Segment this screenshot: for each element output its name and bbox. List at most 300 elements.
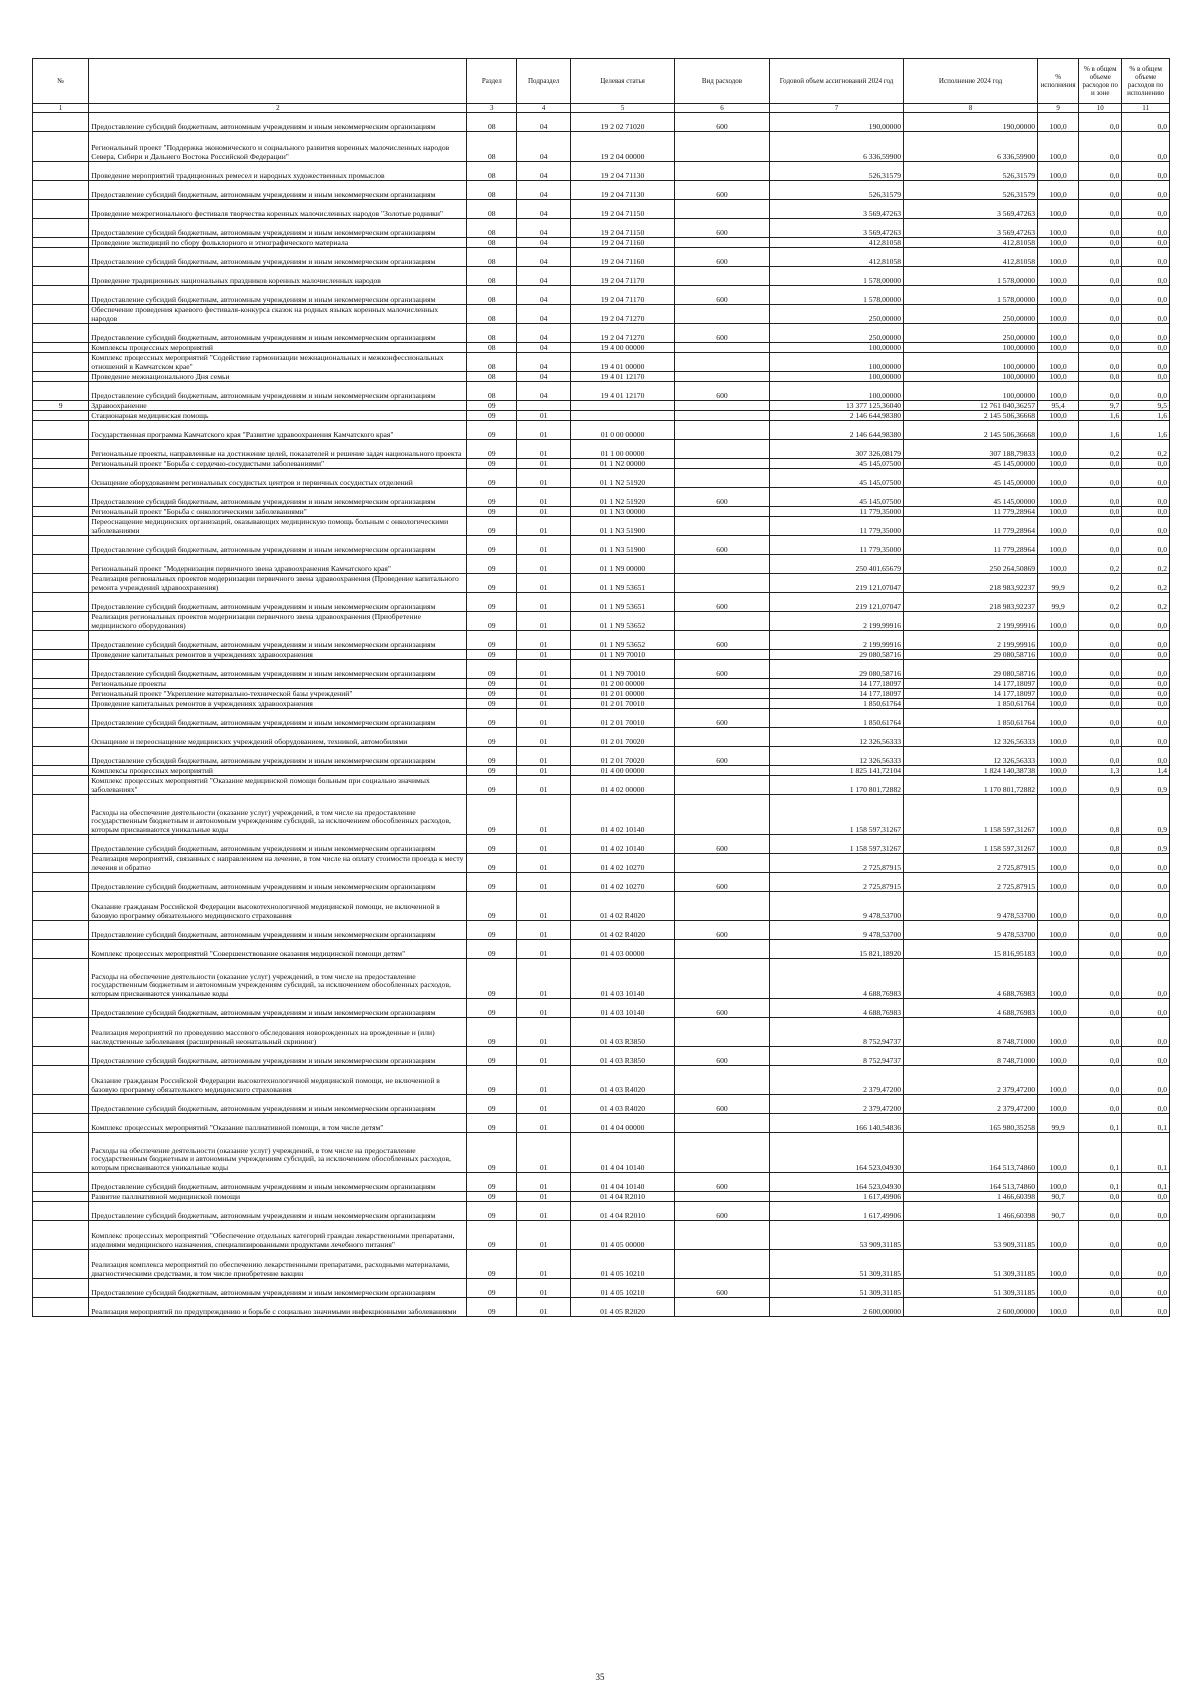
annual-volume: 2 725,87915 [770,854,904,873]
expense-type-code [674,728,769,747]
execution-amount: 1 170 801,72882 [904,776,1038,795]
section-code: 08 [467,238,517,248]
subsection-code: 01 [517,709,571,728]
section-code: 09 [467,1173,517,1192]
table-row [33,593,1170,612]
col-header-share-plan: % в общем объеме расходов по и зоне [1079,59,1122,104]
target-item-code: 01 4 03 R3850 [571,1018,675,1047]
target-item-code: 01 4 05 10210 [571,1279,675,1298]
execution-percent: 100,0 [1038,517,1079,536]
row-number [33,219,89,238]
execution-amount: 164 513,74860 [904,1173,1038,1192]
row-number [33,248,89,267]
expense-name: Реализация комплекса мероприятий по обеспечению лекарственными препаратами, расходными материалами, диагностическими средствами, в том числе приобретение вакцин [89,1250,467,1279]
expense-name: Предоставление субсидий бюджетным, автономным учреждениям и иным некоммерческим организациям [89,181,467,200]
subsection-code: 01 [517,555,571,574]
annual-volume: 1 158 597,31267 [770,835,904,854]
execution-amount: 164 513,74860 [904,1133,1038,1173]
share-fact: 0,0 [1122,650,1170,660]
expense-type-code [674,766,769,776]
share-fact: 0,0 [1122,238,1170,248]
share-plan: 9,7 [1079,401,1122,411]
target-item-code: 01 1 00 00000 [571,440,675,459]
table-row [33,660,1170,679]
execution-amount: 3 569,47263 [904,200,1038,219]
row-number [33,747,89,766]
col-header-target-item: Целевая статья [571,59,675,104]
share-plan: 0,0 [1079,267,1122,286]
annual-volume: 13 377 125,36040 [770,401,904,411]
section-code: 09 [467,873,517,892]
execution-percent: 100,0 [1038,1173,1079,1192]
expense-name: Оснащение оборудованием региональных сосудистых центров и первичных сосудистых отделений [89,469,467,488]
target-item-code: 19 4 00 00000 [571,343,675,353]
expense-name: Комплекс процессных мероприятий "Обеспечение отдельных категорий граждан лекарственными препаратами, изделиями медицинского назначения, специализированными продуктами лечебного питания" [89,1221,467,1250]
expense-name: Предоставление субсидий бюджетным, автономным учреждениям и иным некоммерческим организациям [89,248,467,267]
execution-amount: 15 816,95183 [904,940,1038,959]
subsection-code: 01 [517,921,571,940]
share-fact: 0,0 [1122,660,1170,679]
expense-name: Региональный проект "Борьба с сердечно-сосудистыми заболеваниями" [89,459,467,469]
row-number [33,1192,89,1202]
row-number [33,689,89,699]
row-number [33,132,89,162]
expense-type-code [674,469,769,488]
target-item-code: 19 2 04 00000 [571,132,675,162]
share-plan: 0,0 [1079,382,1122,401]
subsection-code: 01 [517,631,571,650]
target-item-code: 19 2 04 71160 [571,248,675,267]
table-row [33,200,1170,219]
share-plan: 0,2 [1079,555,1122,574]
expense-name: Стационарная медицинская помощь [89,411,467,421]
subsection-code: 01 [517,411,571,421]
expense-name: Реализация мероприятий по проведению массового обследования новорожденных на врожденные и (или) наследственные заболевания (расширенный неонатальный скрининг) [89,1018,467,1047]
subsection-code: 01 [517,795,571,835]
execution-percent: 100,0 [1038,747,1079,766]
share-plan: 0,0 [1079,1250,1122,1279]
section-code: 09 [467,459,517,469]
col-header-annual-volume: Годовой объем ассигнований 2024 год [770,59,904,104]
row-number [33,1221,89,1250]
col-number: 9 [1038,104,1079,113]
share-fact: 0,0 [1122,536,1170,555]
expense-type-code [674,421,769,440]
section-code: 09 [467,795,517,835]
target-item-code: 01 1 N9 53652 [571,612,675,631]
col-number: 6 [674,104,769,113]
row-number [33,728,89,747]
section-code: 09 [467,488,517,507]
execution-amount: 2 379,47200 [904,1066,1038,1095]
row-number [33,766,89,776]
table-row [33,1192,1170,1202]
target-item-code: 01 1 N9 70010 [571,650,675,660]
expense-type-code [674,1066,769,1095]
section-code: 09 [467,921,517,940]
annual-volume: 45 145,07500 [770,459,904,469]
table-row [33,766,1170,776]
share-fact: 0,0 [1122,1202,1170,1221]
expense-name: Предоставление субсидий бюджетным, автономным учреждениям и иным некоммерческим организациям [89,593,467,612]
table-row [33,873,1170,892]
table-row [33,353,1170,372]
execution-amount: 1 158 597,31267 [904,795,1038,835]
expense-type-code [674,689,769,699]
execution-percent: 100,0 [1038,660,1079,679]
target-item-code: 19 4 01 00000 [571,353,675,372]
share-fact: 0,0 [1122,1047,1170,1066]
share-fact: 0,0 [1122,873,1170,892]
table-row [33,248,1170,267]
expense-name: Проведение экспедиций по сбору фольклорного и этнографического материала [89,238,467,248]
annual-volume: 1 578,00000 [770,267,904,286]
subsection-code: 01 [517,1095,571,1114]
share-fact: 0,2 [1122,593,1170,612]
share-fact: 0,0 [1122,747,1170,766]
table-row [33,679,1170,689]
annual-volume: 250,00000 [770,305,904,324]
subsection-code [517,401,571,411]
execution-percent: 100,0 [1038,854,1079,873]
table-row [33,305,1170,324]
header-row [33,59,1170,104]
execution-percent: 100,0 [1038,999,1079,1018]
subsection-code: 01 [517,421,571,440]
target-item-code: 01 2 01 00000 [571,689,675,699]
share-plan: 0,0 [1079,1018,1122,1047]
annual-volume: 2 725,87915 [770,873,904,892]
execution-amount: 250,00000 [904,305,1038,324]
share-plan: 0,0 [1079,305,1122,324]
expense-name: Предоставление субсидий бюджетным, автономным учреждениям и иным некоммерческим организациям [89,835,467,854]
section-code: 09 [467,1047,517,1066]
target-item-code: 19 4 01 12170 [571,382,675,401]
execution-percent: 100,0 [1038,181,1079,200]
target-item-code: 01 2 01 70020 [571,728,675,747]
table-row [33,132,1170,162]
expense-type-code [674,267,769,286]
share-fact: 0,0 [1122,728,1170,747]
target-item-code: 01 2 01 70020 [571,747,675,766]
execution-amount: 412,81058 [904,248,1038,267]
section-code: 09 [467,1279,517,1298]
subsection-code: 01 [517,1221,571,1250]
section-code: 09 [467,574,517,593]
share-plan: 0,0 [1079,343,1122,353]
subsection-code: 04 [517,238,571,248]
section-code: 09 [467,1250,517,1279]
table-row [33,1095,1170,1114]
share-plan: 0,1 [1079,1133,1122,1173]
annual-volume: 14 177,18097 [770,679,904,689]
col-header-subsection: Подраздел [517,59,571,104]
execution-amount: 1 578,00000 [904,267,1038,286]
execution-amount: 2 379,47200 [904,1095,1038,1114]
expense-type-code [674,1250,769,1279]
execution-percent: 100,0 [1038,113,1079,132]
share-plan: 0,0 [1079,324,1122,343]
expense-type-code [674,353,769,372]
execution-percent: 100,0 [1038,892,1079,921]
share-plan: 0,0 [1079,132,1122,162]
table-row [33,631,1170,650]
table-row [33,469,1170,488]
share-plan: 0,0 [1079,612,1122,631]
target-item-code: 01 4 00 00000 [571,766,675,776]
section-code: 09 [467,469,517,488]
table-row [33,709,1170,728]
execution-percent: 100,0 [1038,873,1079,892]
expense-name: Предоставление субсидий бюджетным, автономным учреждениям и иным некоммерческим организациям [89,747,467,766]
row-number [33,873,89,892]
table-row [33,699,1170,709]
expense-name: Предоставление субсидий бюджетным, автономным учреждениям и иным некоммерческим организациям [89,921,467,940]
col-header-number: № [33,59,89,104]
share-plan: 0,0 [1079,699,1122,709]
share-fact: 0,0 [1122,132,1170,162]
execution-amount: 307 188,79833 [904,440,1038,459]
annual-volume: 8 752,94737 [770,1047,904,1066]
subsection-code: 04 [517,286,571,305]
share-fact: 0,2 [1122,555,1170,574]
table-row [33,1173,1170,1192]
subsection-code: 01 [517,959,571,999]
expense-type-code: 600 [674,1202,769,1221]
execution-amount: 100,00000 [904,382,1038,401]
share-fact: 0,0 [1122,959,1170,999]
share-fact: 0,0 [1122,679,1170,689]
share-plan: 0,0 [1079,238,1122,248]
execution-amount: 100,00000 [904,343,1038,353]
target-item-code: 19 2 04 71170 [571,267,675,286]
execution-percent: 100,0 [1038,689,1079,699]
execution-amount: 51 309,31185 [904,1250,1038,1279]
expense-name: Развитие паллиативной медицинской помощи [89,1192,467,1202]
share-plan: 0,0 [1079,372,1122,382]
execution-amount: 12 326,56333 [904,747,1038,766]
subsection-code: 04 [517,382,571,401]
annual-volume: 307 326,08179 [770,440,904,459]
section-code: 09 [467,999,517,1018]
row-number [33,699,89,709]
section-code: 08 [467,219,517,238]
table-row [33,689,1170,699]
table-row [33,267,1170,286]
target-item-code: 01 4 03 00000 [571,940,675,959]
execution-percent: 100,0 [1038,776,1079,795]
execution-amount: 4 688,76983 [904,999,1038,1018]
col-number: 2 [89,104,467,113]
subsection-code: 04 [517,132,571,162]
expense-type-code [674,679,769,689]
execution-amount: 53 909,31185 [904,1221,1038,1250]
col-header-execution: Исполнение 2024 год [904,59,1038,104]
table-row [33,372,1170,382]
execution-percent: 90,7 [1038,1192,1079,1202]
subsection-code: 01 [517,679,571,689]
expense-type-code [674,892,769,921]
execution-amount: 1 158 597,31267 [904,835,1038,854]
target-item-code: 01 4 02 10140 [571,835,675,854]
execution-amount: 190,00000 [904,113,1038,132]
section-code: 09 [467,536,517,555]
share-plan: 0,0 [1079,631,1122,650]
row-number [33,612,89,631]
expense-type-code: 600 [674,873,769,892]
target-item-code: 01 4 05 10210 [571,1250,675,1279]
annual-volume: 11 779,35000 [770,536,904,555]
execution-amount: 218 983,92237 [904,574,1038,593]
row-number [33,940,89,959]
table-row [33,650,1170,660]
expense-type-code: 600 [674,286,769,305]
share-fact: 0,0 [1122,699,1170,709]
expense-name: Региональный проект "Укрепление материально-технической базы учреждений" [89,689,467,699]
share-fact: 0,0 [1122,219,1170,238]
execution-amount: 2 145 506,36668 [904,421,1038,440]
expense-type-code [674,854,769,873]
execution-amount: 8 748,71000 [904,1018,1038,1047]
annual-volume: 100,00000 [770,382,904,401]
expense-name: Региональный проект "Поддержка экономического и социального развития коренных малочисленных народов Севера, Сибири и Дальнего Востока Российской Федерации" [89,132,467,162]
expense-type-code: 600 [674,181,769,200]
row-number [33,631,89,650]
annual-volume: 1 825 141,72104 [770,766,904,776]
share-plan: 0,0 [1079,1279,1122,1298]
expense-name: Региональные проекты [89,679,467,689]
table-row [33,795,1170,835]
share-plan: 0,0 [1079,162,1122,181]
share-plan: 0,0 [1079,248,1122,267]
target-item-code: 01 4 04 R2010 [571,1192,675,1202]
section-code: 08 [467,248,517,267]
col-number: 1 [33,104,89,113]
expense-name: Комплекс процессных мероприятий "Совершенствование оказания медицинской помощи детям" [89,940,467,959]
col-number: 8 [904,104,1038,113]
subsection-code: 04 [517,162,571,181]
table-row [33,162,1170,181]
expense-name: Реализация региональных проектов модернизации первичного звена здравоохранения (Проведение капитального ремонта учреждений здравоохранения) [89,574,467,593]
execution-percent: 100,0 [1038,324,1079,343]
expense-type-code [674,411,769,421]
annual-volume: 11 779,35000 [770,517,904,536]
execution-percent: 100,0 [1038,699,1079,709]
expense-name: Реализация мероприятий, связанных с направлением на лечение, в том числе на оплату стоимости проезда к месту лечения и обратно [89,854,467,873]
execution-amount: 29 080,58716 [904,650,1038,660]
execution-amount: 12 326,56333 [904,728,1038,747]
annual-volume: 250,00000 [770,324,904,343]
execution-percent: 100,0 [1038,353,1079,372]
annual-volume: 29 080,58716 [770,650,904,660]
subsection-code: 01 [517,766,571,776]
execution-percent: 100,0 [1038,132,1079,162]
section-code: 08 [467,132,517,162]
share-plan: 0,0 [1079,459,1122,469]
execution-amount: 250,00000 [904,324,1038,343]
section-code: 09 [467,421,517,440]
target-item-code: 01 1 N9 53651 [571,593,675,612]
share-fact: 0,0 [1122,507,1170,517]
execution-percent: 100,0 [1038,728,1079,747]
table-row [33,421,1170,440]
subsection-code: 01 [517,517,571,536]
target-item-code: 19 2 04 71270 [571,324,675,343]
table-row [33,507,1170,517]
row-number [33,488,89,507]
table-row [33,343,1170,353]
expense-name: Предоставление субсидий бюджетным, автономным учреждениям и иным некоммерческим организациям [89,382,467,401]
execution-amount: 14 177,18097 [904,689,1038,699]
table-row [33,835,1170,854]
target-item-code: 01 1 N3 51900 [571,536,675,555]
expense-type-code: 600 [674,324,769,343]
execution-percent: 100,0 [1038,1250,1079,1279]
row-number [33,679,89,689]
row-number [33,1047,89,1066]
expense-name: Предоставление субсидий бюджетным, автономным учреждениям и иным некоммерческим организациям [89,631,467,650]
table-row [33,1202,1170,1221]
annual-volume: 412,81058 [770,238,904,248]
table-row [33,892,1170,921]
section-code: 09 [467,411,517,421]
execution-percent: 99,9 [1038,1114,1079,1133]
expense-name: Предоставление субсидий бюджетным, автономным учреждениям и иным некоммерческим организациям [89,1047,467,1066]
annual-volume: 4 688,76983 [770,999,904,1018]
execution-amount: 1 824 140,38738 [904,766,1038,776]
target-item-code: 01 4 04 R2010 [571,1202,675,1221]
share-plan: 0,0 [1079,200,1122,219]
share-plan: 0,2 [1079,440,1122,459]
expense-name: Предоставление субсидий бюджетным, автономным учреждениям и иным некоммерческим организациям [89,536,467,555]
execution-percent: 100,0 [1038,709,1079,728]
execution-percent: 100,0 [1038,200,1079,219]
execution-percent: 95,4 [1038,401,1079,411]
share-fact: 0,0 [1122,200,1170,219]
execution-percent: 100,0 [1038,411,1079,421]
annual-volume: 2 379,47200 [770,1066,904,1095]
section-code: 09 [467,1298,517,1317]
expense-type-code: 600 [674,1173,769,1192]
annual-volume: 412,81058 [770,248,904,267]
share-plan: 0,8 [1079,835,1122,854]
expense-name: Региональный проект "Модернизация первичного звена здравоохранения Камчатского края" [89,555,467,574]
subsection-code: 04 [517,343,571,353]
expense-type-code [674,459,769,469]
execution-amount: 2 725,87915 [904,854,1038,873]
share-fact: 1,6 [1122,421,1170,440]
subsection-code: 01 [517,536,571,555]
target-item-code: 01 4 02 R4020 [571,892,675,921]
expense-type-code: 600 [674,1047,769,1066]
share-plan: 0,0 [1079,219,1122,238]
page-number: 35 [595,1672,605,1682]
section-code: 09 [467,766,517,776]
share-plan: 0,0 [1079,1047,1122,1066]
annual-volume: 53 909,31185 [770,1221,904,1250]
target-item-code: 01 4 03 10140 [571,999,675,1018]
section-code: 08 [467,267,517,286]
share-plan: 0,0 [1079,940,1122,959]
annual-volume: 526,31579 [770,181,904,200]
share-fact: 0,1 [1122,1173,1170,1192]
annual-volume: 219 121,07047 [770,593,904,612]
annual-volume: 190,00000 [770,113,904,132]
section-code: 09 [467,854,517,873]
column-number-row [33,104,1170,113]
execution-amount: 2 199,99916 [904,612,1038,631]
table-row [33,1114,1170,1133]
